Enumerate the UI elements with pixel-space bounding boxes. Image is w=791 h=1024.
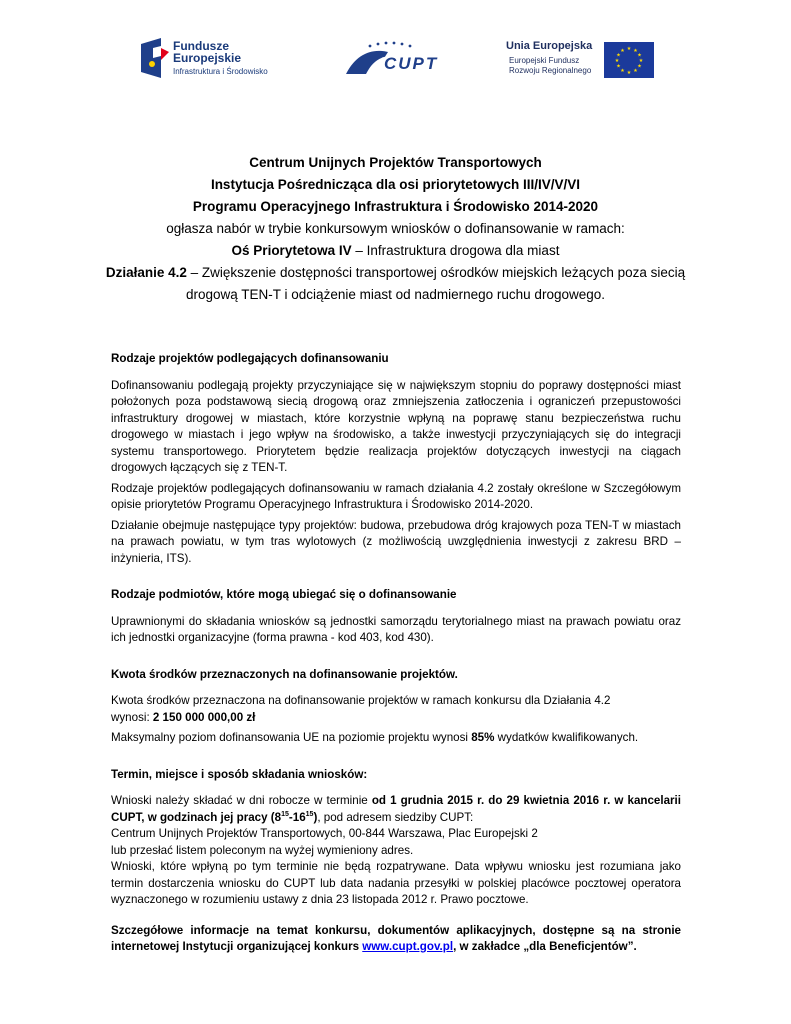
paragraph: Rodzaje projektów podlegających dofinansowaniu w ramach działania 4.2 zostały określone w Szczegółowym opisie priorytetów Programu Operacyjnego Infrastruktura i Środowisko 2014-2020. bbox=[111, 481, 681, 511]
section-entities bbox=[111, 587, 681, 647]
paragraph: Wnioski, które wpłyną po tym terminie nie będą rozpatrywane. Data wpływu wniosku jest rozumiana jako termin dostarczenia wniosku do CUPT lub data nadania przesyłki w polskiej placówce pocztowej operatora wyznaczonego w rozumieniu ustawy z dnia 23 listopada 2012 r. Prawo pocztowe. bbox=[111, 860, 681, 906]
section-funds bbox=[111, 667, 681, 747]
section-deadline bbox=[111, 767, 681, 909]
document-body bbox=[111, 351, 681, 960]
axis-rest: – Infrastruktura drogowa dla miast bbox=[351, 243, 560, 258]
cupt-logo bbox=[346, 40, 444, 76]
svg-text:★: ★ bbox=[638, 58, 644, 64]
svg-text:★: ★ bbox=[637, 63, 642, 70]
header-action bbox=[90, 262, 701, 306]
svg-text:★: ★ bbox=[620, 68, 625, 74]
hour-sup2: 15 bbox=[305, 810, 314, 818]
funds-amount: 2 150 000 000,00 zł bbox=[152, 710, 256, 724]
section-projects bbox=[111, 351, 681, 567]
action-rest: – Zwiększenie dostępności transportowej ośrodków miejskich leżących poza siecią drogową TEN-T i odciążenie miast od nadmiernego ruchu drogowego. bbox=[186, 265, 686, 302]
header-line2: Instytucja Pośrednicząca dla osi priorytetowych III/IV/V/VI bbox=[210, 177, 581, 192]
funds-text: Kwota środków przeznaczona na dofinansowanie projektów w ramach konkursu dla Działania 4.2 bbox=[111, 694, 611, 707]
announcement-header bbox=[90, 152, 701, 306]
final-suffix: , w zakładce „dla Beneficjentów”. bbox=[453, 940, 637, 953]
paragraph: Działanie obejmuje następujące typy projektów: budowa, przebudowa dróg krajowych poza TEN-T w miastach na prawach powiatu, w tym tras wylotowych (z możliwością uwzględnienia inwestycji z zakresu BRD – inżynieria, ITS). bbox=[111, 518, 681, 565]
mail-note: lub przesłać listem poleconym na wyżej wymieniony adres. bbox=[111, 843, 414, 857]
svg-text:★: ★ bbox=[626, 46, 632, 52]
section-heading: Kwota środków przeznaczonych na dofinansowanie projektów. bbox=[111, 667, 458, 681]
ue-line1: Unia Europejska bbox=[506, 40, 593, 52]
fe-line1: Fundusze bbox=[173, 39, 229, 53]
section-heading: Rodzaje podmiotów, które mogą ubiegać się o dofinansowanie bbox=[111, 588, 457, 601]
fe-mark-icon bbox=[141, 38, 169, 78]
max-suffix: wydatków kwalifikowanych. bbox=[494, 731, 639, 744]
paragraph bbox=[111, 693, 681, 726]
final-prefix: Szczegółowe informacje na temat konkursu, dokumentów aplikacyjnych, dostępne są na stronie internetowej Instytucji organizującej konkurs bbox=[111, 923, 681, 953]
max-percent: 85% bbox=[471, 731, 495, 744]
deadline-suffix: , pod adresem siedziby CUPT: bbox=[317, 810, 474, 824]
hour-close: ) bbox=[313, 810, 318, 824]
cupt-website-link[interactable]: www.cupt.gov.pl bbox=[362, 940, 454, 953]
axis-bold: Oś Priorytetowa IV bbox=[231, 243, 352, 258]
hour-dash: -16 bbox=[288, 810, 306, 824]
svg-text:★: ★ bbox=[614, 58, 620, 64]
eu-flag-icon bbox=[604, 42, 654, 78]
ue-line3: Rozwoju Regionalnego bbox=[509, 66, 592, 75]
fe-line2: Europejskie bbox=[173, 51, 242, 65]
fundusze-europejskie-logo bbox=[141, 38, 281, 80]
svg-text:★: ★ bbox=[616, 63, 621, 70]
final-note bbox=[111, 923, 681, 956]
header-line1: Centrum Unijnych Projektów Transportowych bbox=[249, 155, 542, 170]
ue-line2: Europejski Fundusz bbox=[509, 56, 580, 65]
paragraph: Dofinansowaniu podlegają projekty przyczyniające się w największym stopniu do poprawy dostępności miast położonych poza podstawową siecią drogową oraz zmniejszenia zatłoczenia i ograniczeń przepustowości infrastruktury drogowej w miastach, które korzystnie wpłyną na poprawę stanu bezpieczeństwa ruchu drogowego w miastach i jego wpływ na środowisko, a także inwestycji przyczyniających się do integracji systemu transportowego. Priorytetem będzie realizacja projektów dotyczących inwestycji na ciągach drogowych łączących się z TEN-T. bbox=[111, 378, 681, 474]
header-line4: ogłasza nabór w trybie konkursowym wniosków o dofinansowanie w ramach: bbox=[166, 221, 625, 236]
paragraph bbox=[111, 793, 681, 826]
svg-text:★: ★ bbox=[633, 68, 638, 74]
header-axis bbox=[90, 240, 701, 262]
svg-text:★: ★ bbox=[637, 52, 642, 59]
address: Centrum Unijnych Projektów Transportowych, 00-844 Warszawa, Plac Europejski 2 bbox=[111, 827, 538, 840]
cupt-wordmark: CUPT bbox=[384, 54, 439, 73]
hour-sup1: 15 bbox=[281, 810, 289, 818]
fe-line3: Infrastruktura i Środowisko bbox=[173, 67, 268, 76]
svg-text:★: ★ bbox=[620, 48, 625, 54]
header-line3: Programu Operacyjnego Infrastruktura i Środowisko 2014-2020 bbox=[192, 199, 599, 214]
svg-text:★: ★ bbox=[633, 48, 638, 54]
svg-text:★: ★ bbox=[616, 52, 621, 59]
deadline-bold: od 1 grudnia 2015 r. do 29 kwietnia 2016 r. w kancelarii CUPT, w godzinach jej pracy (8 bbox=[111, 794, 681, 824]
max-prefix: Maksymalny poziom dofinansowania UE na poziomie projektu wynosi bbox=[111, 731, 472, 744]
section-heading: Termin, miejsce i sposób składania wniosków: bbox=[111, 767, 368, 781]
paragraph bbox=[111, 730, 681, 747]
svg-text:★: ★ bbox=[626, 70, 632, 76]
action-bold: Działanie 4.2 bbox=[105, 265, 187, 280]
paragraph: Uprawnionymi do składania wniosków są jednostki samorządu terytorialnego miast na prawach powiatu oraz ich jednostki organizacyjne (forma prawna - kod 403, kod 430). bbox=[111, 614, 681, 644]
section-heading: Rodzaje projektów podlegających dofinansowaniu bbox=[111, 352, 389, 365]
funds-prefix: wynosi: bbox=[111, 710, 153, 724]
logo-bar bbox=[0, 34, 791, 84]
unia-europejska-logo bbox=[496, 38, 656, 82]
deadline-prefix: Wnioski należy składać w dni robocze w terminie bbox=[111, 794, 372, 807]
